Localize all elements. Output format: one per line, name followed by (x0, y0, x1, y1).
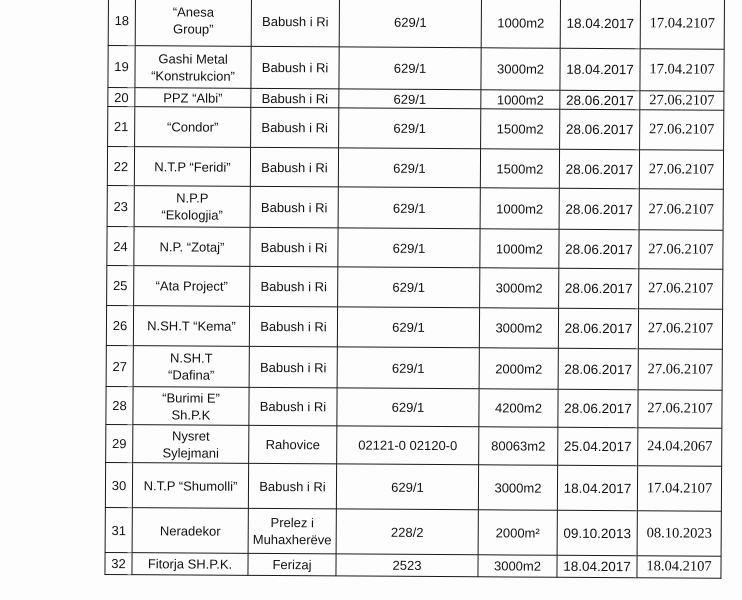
parcel-cell: 629/1 (338, 187, 480, 229)
location-line: Muhaxherëve (252, 531, 332, 548)
location-line: Babush i Ri (259, 359, 327, 375)
area-cell: 3000m2 (479, 308, 558, 348)
company-name-cell (134, 227, 250, 267)
location-cell (249, 425, 337, 464)
end-date-cell: 27.06.2107 (639, 150, 723, 190)
end-date-cell: 24.04.2067 (638, 428, 722, 467)
area-cell: 2000m² (478, 510, 557, 555)
table-row (107, 185, 723, 230)
location-line: Ferizaj (272, 557, 312, 573)
location-line: Babush i Ri (260, 278, 327, 295)
location-line: Rahovice (265, 436, 320, 453)
location-line: Prelez i (270, 515, 314, 531)
company-name-line: PPZ “Albi” (163, 89, 223, 106)
table-wrapper (104, 0, 716, 579)
end-date-cell: 27.06.2107 (640, 91, 724, 111)
row-number-cell: 23 (107, 185, 134, 226)
area-cell: 1000m2 (481, 90, 560, 109)
table-row (105, 462, 721, 511)
end-date-cell: 17.04.2107 (640, 49, 724, 92)
company-name-line: Fitorja SH.P.K. (147, 556, 233, 572)
company-name-line: “Anesa (172, 4, 215, 20)
area-cell: 3000m2 (478, 555, 557, 577)
location-line: Babush i Ri (259, 398, 327, 415)
end-date-cell: 27.06.2107 (638, 309, 722, 350)
end-date-cell: 18.04.2107 (637, 556, 721, 579)
table-row (107, 265, 723, 309)
parcel-cell: 629/1 (339, 89, 481, 109)
end-date-cell: 08.10.2023 (637, 511, 721, 557)
area-cell: 1000m2 (480, 188, 559, 229)
table-row (107, 226, 723, 269)
row-number-cell: 25 (107, 265, 134, 305)
location-line: Babush i Ri (260, 318, 327, 335)
company-name-line: “Ata Project” (155, 278, 228, 294)
location-cell (250, 266, 338, 307)
parcel-cell: 2523 (336, 554, 478, 577)
start-date-cell: 28.06.2017 (559, 229, 639, 268)
location-line: Babush i Ri (261, 59, 329, 76)
location-cell (249, 346, 337, 388)
start-date-cell: 28.06.2017 (559, 149, 639, 188)
company-name-cell (135, 0, 251, 46)
company-name-cell (135, 107, 251, 148)
company-name-cell (132, 463, 248, 509)
end-date-cell: 17.04.2107 (637, 466, 721, 512)
parcel-cell: 629/1 (336, 464, 478, 510)
start-date-cell: 28.06.2017 (559, 188, 639, 229)
start-date-cell: 25.04.2017 (558, 427, 638, 465)
company-name-line: N.P.P (176, 190, 209, 206)
location-cell (250, 227, 338, 267)
parcel-cell: 629/1 (338, 267, 480, 308)
row-number-cell: 21 (108, 107, 135, 147)
company-name-cell (133, 306, 249, 347)
location-line: Babush i Ri (261, 119, 328, 136)
location-line: Babush i Ri (261, 159, 328, 175)
company-name-cell (133, 346, 249, 388)
company-name-line: “Burimi E” (162, 389, 220, 406)
location-line: Babush i Ri (262, 13, 329, 29)
company-name-line: N.T.P “Feridi” (154, 158, 231, 175)
parcel-cell: 629/1 (338, 228, 480, 268)
table-row (108, 0, 724, 49)
row-number-cell: 24 (107, 226, 134, 265)
company-name-cell (134, 186, 250, 228)
row-number-cell: 27 (106, 345, 133, 386)
row-number-cell: 20 (108, 88, 135, 107)
area-cell: 1500m2 (481, 109, 560, 149)
location-cell (251, 46, 339, 89)
area-cell: 3000m2 (481, 48, 560, 90)
row-number-cell: 29 (106, 424, 133, 462)
start-date-cell: 28.06.2017 (560, 109, 640, 149)
start-date-cell: 09.10.2013 (557, 510, 637, 555)
table-row (106, 424, 722, 466)
parcel-cell: 629/1 (337, 388, 479, 427)
company-name-line: “Dafina” (168, 367, 215, 383)
parcel-cell: 228/2 (336, 509, 478, 555)
row-number-cell: 26 (106, 305, 133, 345)
location-cell (251, 0, 339, 47)
company-name-cell (133, 387, 249, 426)
area-cell: 3000m2 (478, 465, 557, 510)
company-name-cell (133, 425, 249, 464)
table-row (107, 147, 723, 190)
parcel-cell: 629/1 (337, 307, 479, 348)
company-name-cell (134, 266, 250, 307)
parcel-cell: 629/1 (337, 347, 479, 389)
start-date-cell: 18.04.2017 (560, 0, 640, 49)
end-date-cell: 27.06.2107 (640, 110, 724, 151)
company-name-line: Neradekor (159, 522, 221, 539)
area-cell: 4200m2 (479, 389, 558, 427)
company-name-line: “Ekologjia” (161, 207, 223, 223)
location-line: Babush i Ri (260, 239, 328, 255)
company-name-line: Gashi Metal (158, 50, 228, 67)
start-date-cell: 18.04.2017 (557, 465, 637, 510)
end-date-cell: 27.06.2107 (639, 230, 723, 270)
start-date-cell: 28.06.2017 (558, 348, 638, 389)
row-number-cell: 30 (105, 462, 132, 507)
area-cell: 1000m2 (480, 229, 559, 268)
location-cell (250, 147, 338, 187)
start-date-cell: 28.06.2017 (558, 389, 638, 427)
location-cell (248, 553, 336, 576)
company-name-line: “Konstrukcion” (151, 67, 235, 84)
start-date-cell: 18.04.2017 (560, 48, 640, 90)
lease-table (104, 0, 725, 579)
location-cell (250, 186, 338, 228)
end-date-cell: 17.04.2107 (640, 0, 724, 49)
company-name-cell (135, 46, 251, 89)
company-name-line: Sh.P.K (171, 406, 211, 423)
location-line: Babush i Ri (259, 478, 326, 494)
table-row (106, 305, 722, 349)
end-date-cell: 27.06.2107 (639, 269, 723, 310)
table-row (105, 552, 721, 578)
area-cell: 80063m2 (479, 427, 558, 465)
start-date-cell: 18.04.2017 (557, 555, 637, 577)
location-cell (249, 387, 337, 426)
company-name-line: N.P. “Zotaj” (159, 238, 225, 255)
start-date-cell: 28.06.2017 (560, 90, 640, 109)
location-line: Babush i Ri (261, 90, 329, 106)
company-name-line: N.T.P “Shumolli” (143, 477, 238, 494)
area-cell: 3000m2 (480, 268, 559, 308)
company-name-cell (134, 147, 250, 187)
location-cell (248, 508, 336, 554)
row-number-cell: 32 (105, 552, 132, 574)
location-cell (249, 306, 337, 347)
end-date-cell: 27.06.2107 (639, 189, 723, 231)
company-name-line: Sylejmani (162, 444, 219, 461)
parcel-cell: 629/1 (339, 47, 481, 90)
parcel-cell: 629/1 (338, 148, 480, 188)
area-cell: 2000m2 (479, 348, 558, 389)
end-date-cell: 27.06.2107 (638, 390, 722, 429)
company-name-line: N.SH.T “Kema” (147, 318, 236, 334)
location-cell (251, 107, 339, 148)
table-row (106, 386, 722, 428)
company-name-line: Group” (173, 21, 214, 37)
parcel-cell: 629/1 (339, 108, 481, 149)
row-number-cell: 18 (108, 0, 135, 46)
area-cell: 1500m2 (480, 149, 559, 188)
row-number-cell: 31 (105, 507, 132, 552)
location-line: Babush i Ri (260, 199, 328, 215)
start-date-cell: 28.06.2017 (558, 308, 638, 348)
parcel-cell: 02121-0 02120-0 (337, 426, 479, 465)
start-date-cell: 28.06.2017 (559, 268, 639, 308)
company-name-line: Nysret (171, 427, 210, 444)
parcel-cell: 629/1 (339, 0, 481, 48)
company-name-cell (132, 508, 248, 554)
company-name-cell (135, 88, 251, 108)
table-row (106, 345, 722, 390)
table-body (105, 0, 725, 578)
location-cell (251, 88, 339, 108)
company-name-line: “Condor” (166, 119, 219, 135)
row-number-cell: 22 (107, 147, 134, 186)
table-row (105, 507, 721, 556)
end-date-cell: 27.06.2107 (638, 349, 722, 391)
table-row (108, 107, 724, 151)
row-number-cell: 19 (108, 46, 135, 88)
row-number-cell: 28 (106, 386, 133, 424)
table-row (108, 46, 724, 92)
area-cell: 1000m2 (481, 0, 560, 48)
company-name-line: N.SH.T (169, 350, 213, 366)
location-cell (248, 463, 336, 509)
company-name-cell (132, 553, 248, 576)
